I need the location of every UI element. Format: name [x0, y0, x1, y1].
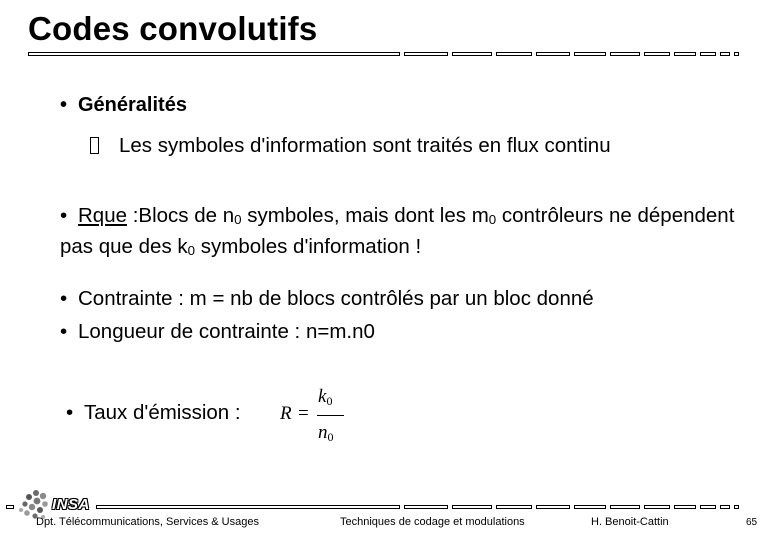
- subscript: 0: [234, 211, 242, 227]
- fraction-bar: [317, 415, 344, 416]
- taux-bullet: [66, 401, 241, 425]
- insa-logo-text: INSA: [52, 496, 90, 513]
- subscript: 0: [488, 211, 497, 227]
- rque-text-4: symboles d'information !: [195, 234, 422, 258]
- bullet: •: [60, 204, 68, 227]
- contrainte-text: Contrainte : m = nb de blocs contrôlés par un bloc donné: [78, 287, 594, 310]
- heading-text: Généralités: [78, 94, 187, 116]
- longueur-bullet: [60, 320, 375, 344]
- formula-numerator: [318, 386, 332, 409]
- formula-denominator: [318, 422, 334, 445]
- flux-line: [90, 134, 611, 158]
- contrainte-bullet: [60, 287, 594, 311]
- longueur-text: Longueur de contrainte : n=m.n0: [78, 320, 375, 343]
- footer-department: Dpt. Télécommunications, Services & Usages: [36, 516, 259, 528]
- bullet: •: [60, 287, 68, 310]
- footer-dashed-rule: [0, 505, 780, 511]
- rque-paragraph: [60, 202, 760, 264]
- numerator-var: k: [318, 386, 327, 407]
- footer-page-number: 65: [746, 517, 758, 528]
- denominator-var: n: [318, 422, 328, 443]
- bullet: •: [60, 320, 68, 343]
- formula-lhs: R: [280, 403, 292, 424]
- numerator-sub: 0: [326, 394, 333, 408]
- slide-title: Codes convolutifs: [28, 10, 318, 47]
- bullet: •: [66, 401, 74, 424]
- rque-text-3: contrôleurs ne dépendent pas que des k: [60, 204, 735, 258]
- title-dashed-rule: [0, 52, 780, 58]
- footer-author: H. Benoit-Cattin: [591, 516, 669, 528]
- emission-rate-formula: [280, 386, 350, 446]
- heading-generalites: [60, 94, 187, 117]
- bullet: •: [60, 94, 68, 116]
- rque-text-2: symboles, mais dont les m: [241, 204, 489, 227]
- missing-glyph-bullet-icon: [90, 137, 99, 154]
- rque-text-1: :Blocs de n: [127, 204, 235, 227]
- rque-label: Rque: [78, 204, 128, 227]
- taux-text: Taux d'émission :: [84, 401, 241, 424]
- formula-equals: =: [298, 403, 309, 424]
- denominator-sub: 0: [327, 430, 334, 444]
- subscript: 0: [187, 242, 196, 258]
- footer-course: Techniques de codage et modulations: [340, 516, 525, 528]
- flux-text: Les symboles d'information sont traités en flux continu: [119, 134, 611, 157]
